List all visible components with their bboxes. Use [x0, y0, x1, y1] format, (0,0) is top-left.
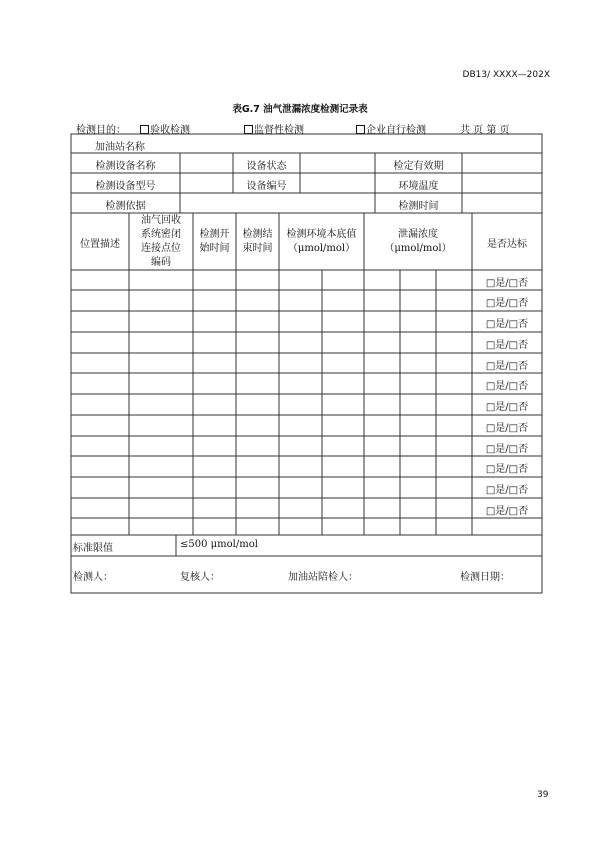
col-connection-code [129, 214, 193, 270]
device-status-label: 设备状态 [246, 161, 287, 172]
col-header-line: 检测结 [242, 229, 273, 240]
calibration-validity-label: 检定有效期 [393, 161, 444, 172]
col-background [279, 228, 364, 256]
compliance-option[interactable]: □是/□否 [485, 298, 529, 309]
col-position: 位置描述 [80, 239, 120, 250]
purpose-option-label: 监督性检测 [254, 125, 304, 136]
page-number: 39 [537, 790, 549, 800]
ambient-temp-label: 环境温度 [398, 181, 439, 192]
compliance-option[interactable]: □是/□否 [485, 361, 529, 372]
col-header-line: 连接点位 [141, 243, 181, 254]
compliance-option[interactable]: □是/□否 [485, 423, 529, 434]
basis-label: 检测依据 [105, 201, 146, 212]
purpose-option-label: 验收检测 [150, 125, 190, 136]
col-header-line: 检测环境本底值 [286, 229, 357, 240]
col-header-line: （μmol/mol） [287, 243, 356, 254]
compliance-option[interactable]: □是/□否 [485, 444, 529, 455]
col-header-line: 始时间 [199, 243, 230, 254]
compliance-option[interactable]: □是/□否 [485, 340, 529, 351]
date-label: 检测日期： [460, 572, 510, 583]
station-name-label: 加油站名称 [95, 142, 145, 153]
compliance-option[interactable]: □是/□否 [485, 381, 529, 392]
col-end-time [236, 228, 279, 256]
compliance-option[interactable]: □是/□否 [485, 402, 529, 413]
col-header-line: 泄漏浓度 [398, 229, 438, 240]
compliance-option[interactable]: □是/□否 [485, 319, 529, 330]
col-header-line: 系统密闭 [141, 229, 181, 240]
limit-label: 标准限值 [73, 543, 113, 554]
limit-value: ≤500 μmol/mol [180, 539, 258, 550]
col-compliant: 是否达标 [487, 239, 527, 250]
inspector-label: 检测人： [73, 572, 113, 583]
device-number-label: 设备编号 [246, 181, 287, 192]
table-title: 表G.7 油气泄漏浓度检测记录表 [232, 104, 368, 115]
col-header-line: 编码 [151, 257, 171, 268]
page-count: 共 页 第 页 [460, 125, 510, 136]
col-start-time [193, 228, 236, 256]
col-header-line: （μmol/mol） [384, 243, 452, 254]
reviewer-label: 复核人： [180, 572, 220, 583]
station-escort-label: 加油站陪检人： [288, 572, 358, 583]
time-label: 检测时间 [398, 201, 439, 212]
compliance-option[interactable]: □是/□否 [485, 278, 529, 289]
device-name-label: 检测设备名称 [95, 161, 156, 172]
standard-code: DB13/ XXXX—202X [462, 70, 550, 80]
compliance-option[interactable]: □是/□否 [485, 464, 529, 475]
purpose-label: 检测目的： [76, 125, 126, 136]
col-header-line: 束时间 [242, 243, 273, 254]
col-header-line: 油气回收 [141, 215, 181, 226]
purpose-option-label: 企业自行检测 [366, 125, 426, 136]
col-leak-concentration [364, 228, 472, 256]
col-header-line: 检测开 [199, 229, 230, 240]
device-model-label: 检测设备型号 [95, 181, 156, 192]
compliance-option[interactable]: □是/□否 [485, 485, 529, 496]
compliance-option[interactable]: □是/□否 [485, 506, 529, 517]
